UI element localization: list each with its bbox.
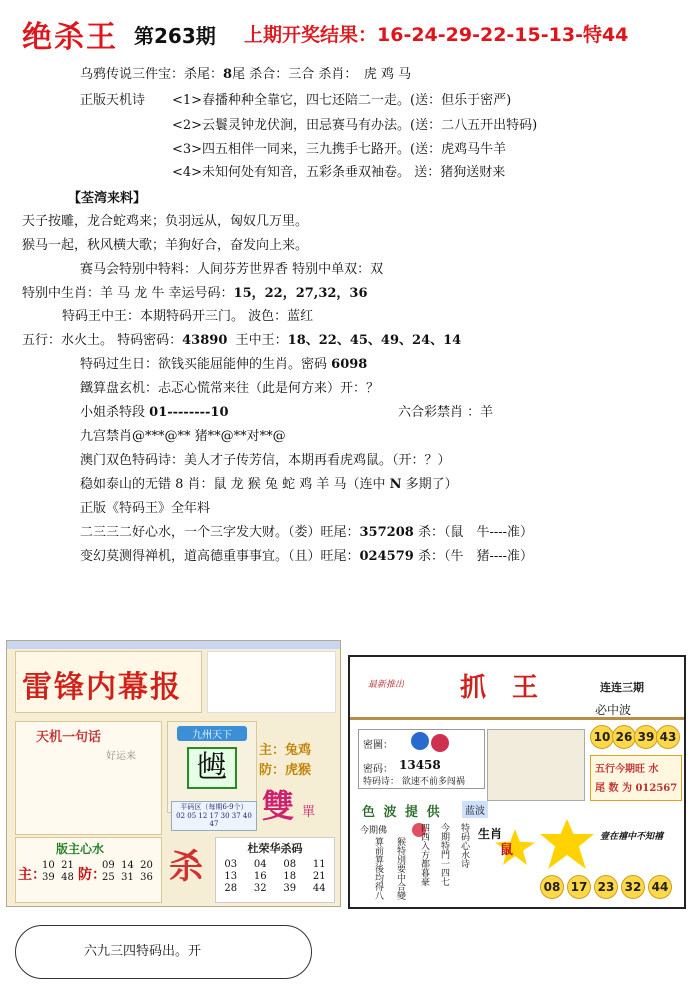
text-line: 正版《特码王》全年料 [80, 501, 211, 516]
number-cell: 11 [312, 859, 326, 870]
five-elements-box: 五行今期旺 水 尾 数 为 012567 [590, 755, 682, 801]
ink-painting [487, 729, 585, 801]
star-burst-icon [540, 819, 594, 869]
right-poster: 最新推出 抓 王 连连三期 必中波 10 26 39 43 密圖： 密码： 13458 特码诗： 欲速不前多闯祸 五行今期旺 水 尾 数 为 012567 色 波 提 供 蓝波 今期佛 算前算後均得八 猴特別要中合變 四西入方都暮豪 今期特門一四七 特码心水诗 生肖 鼠 壹在禧中不知禧 08 17 23 32 44 [348, 655, 686, 909]
single-character: 單 [302, 805, 316, 820]
poster-right-title: 抓 王 [460, 673, 539, 703]
cloud-text: 六九三四特码出。开 [84, 944, 202, 959]
guard-zodiac: 防：虎猴 [259, 763, 312, 778]
moderator-box: 版主心水 主： 10 21 39 48 防： 09 14 20 25 31 36 [15, 837, 162, 903]
number-cell: 44 [312, 883, 326, 894]
number-cell: 16 [253, 871, 267, 882]
number-ball: 43 [656, 725, 680, 749]
poem-line-1: <1>春播种种全靠它，四七还陪二一走。(送：但乐于密严) [172, 93, 512, 108]
number-ball: 23 [594, 875, 618, 899]
lucky-line: 壹在禧中不知禧 [600, 832, 664, 842]
logo-title: 绝杀王 [22, 20, 118, 55]
kill-character: 杀 [169, 847, 203, 887]
text-line: 九宫禁肖@***@** 猪**@**对**@ [80, 429, 286, 444]
du-ronghua-numbers [216, 859, 334, 894]
main-zodiac: 主：兔鸡 [259, 743, 312, 758]
text-line: 小姐杀特段 01--------10 [80, 405, 229, 420]
number-cell: 18 [283, 871, 297, 882]
top-number-balls [590, 725, 680, 751]
text-line: 六合彩禁肖 ：羊 [398, 405, 494, 420]
poem-line-3: <3>四五相伴一同来，三九携手七路开。(送：虎鸡马牛羊 [172, 142, 507, 157]
blue-ball-icon [411, 732, 429, 750]
text-line: 特码王中王：本期特码开三门。 波色：蓝红 [62, 309, 314, 324]
du-ronghua-box: 杜荣华杀码 03 04 08 11 13 16 18 21 28 32 39 44 [215, 837, 335, 903]
poem-label: 正版天机诗 [80, 93, 146, 108]
text-line: 稳如泰山的无错 8 肖：鼠 龙 猴 兔 蛇 鸡 羊 马（连中 N 多期了） [80, 477, 458, 492]
number-ball: 08 [540, 875, 564, 899]
text-line: 变幻莫测得禅机，道高德重事事宜。（且）旺尾：024579 杀：（牛 猪----准） [80, 549, 534, 564]
number-cell: 08 [283, 859, 297, 870]
new-tag: 最新推出 [368, 680, 405, 690]
issue-number: 第263期 [134, 24, 216, 48]
flat-code-box: 平码区（每期6-9个） 02 05 12 17 30 37 40 47 [171, 801, 257, 831]
number-cell: 04 [253, 859, 267, 870]
poster-title-box [15, 651, 202, 713]
text-line: 五行：水火土。 特码密码：43890 王中王：18、22、45、49、24、14 [22, 333, 462, 348]
text-line: 天子按雕，龙合蛇鸡来；负羽远从，匈奴几万里。 [22, 214, 309, 229]
number-ball: 17 [567, 875, 591, 899]
double-character: 雙 [262, 787, 295, 825]
section-heading: 【荃湾来料】 [68, 191, 147, 206]
red-ball-icon [431, 734, 449, 752]
nine-state-box: 九州天下 乸 [167, 721, 257, 813]
poster-title: 雷锋内幕报 [22, 670, 182, 705]
text-line: 猴马一起，秋风横大歌；羊狗好合，奋发向上来。 [22, 238, 309, 253]
three-in-a-row: 连连三期 [600, 681, 644, 694]
text-line: 特别中生肖：羊 马 龙 牛 幸运号码：15，22，27,32，36 [22, 286, 368, 301]
big-character: 乸 [187, 747, 237, 789]
must-hit-wave: 必中波 [595, 703, 632, 717]
text-line: 特码过生日：欲钱买能屈能伸的生肖。密码 6098 [80, 357, 368, 372]
number-cell: 28 [224, 883, 238, 894]
text-line: 赛马会特别中特料：人间芬芳世界香 特别中单双：双 [80, 262, 384, 277]
bottom-number-balls [540, 875, 680, 901]
number-cell: 32 [253, 883, 267, 894]
blue-wave-tag: 蓝波 [462, 801, 488, 818]
number-ball: 26 [612, 725, 636, 749]
number-ball: 44 [648, 875, 672, 899]
number-cell: 21 [312, 871, 326, 882]
poem-line-4: <4>未知何处有知音，五彩条垂双袖卷。 送：猪狗送财来 [172, 165, 506, 180]
number-ball: 32 [621, 875, 645, 899]
poem-line-2: <2>云鬟灵钟龙伏涧，田忌赛马有办法。(送：二八五开出特码) [172, 118, 538, 133]
number-ball: 10 [590, 725, 614, 749]
number-ball: 39 [634, 725, 658, 749]
left-poster [6, 640, 341, 907]
crow-line: 乌鸦传说三件宝：杀尾：8尾 杀合：三合 杀肖： 虎 鸡 马 [80, 67, 412, 82]
number-cell: 03 [224, 859, 238, 870]
text-line: 鐵算盘玄机：忐忑心慌常来往（此是何方来）开：？ [80, 381, 380, 396]
last-result: 上期开奖结果：16-24-29-22-15-13-特44 [244, 24, 629, 46]
number-cell: 39 [283, 883, 297, 894]
zodiac-mouse: 鼠 [500, 843, 514, 858]
text-line: 澳门双色特码诗：美人才子传芳信，本期再看虎鸡鼠。（开：？） [80, 453, 451, 468]
number-cell: 13 [224, 871, 238, 882]
text-line: 二三三二好心水，一个三字发大财。（娄）旺尾：357208 杀：（鼠 牛----准） [80, 525, 534, 540]
cloud-caption [15, 925, 312, 979]
one-line-box: 天机一句话 好运来 [15, 721, 162, 835]
color-wave-label: 色 波 提 供 [362, 805, 442, 820]
code-box: 密圖： 密码： 13458 特码诗： 欲速不前多闯祸 [358, 729, 485, 789]
